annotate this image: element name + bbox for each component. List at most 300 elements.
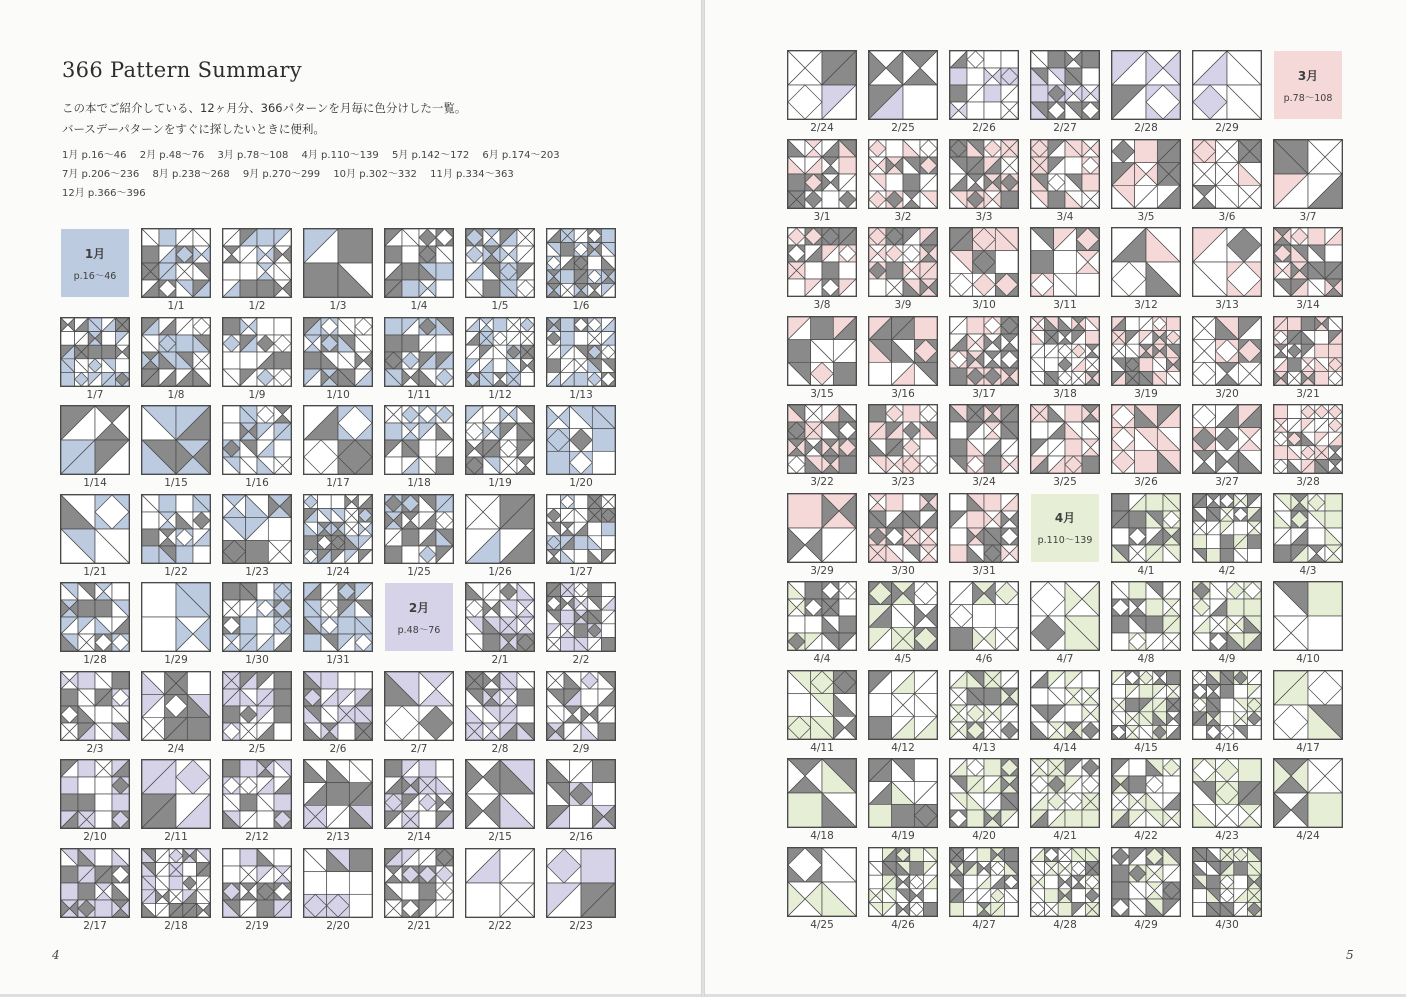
quilt-block-icon xyxy=(223,318,291,386)
quilt-block-icon xyxy=(142,672,210,740)
month-page-range: p.16～46 xyxy=(73,270,117,282)
quilt-block-icon xyxy=(788,848,856,916)
pattern-tile xyxy=(1030,847,1100,917)
pattern-date-label: 4/22 xyxy=(1134,830,1158,842)
quilt-block-icon xyxy=(788,671,856,739)
quilt-block-icon xyxy=(869,51,937,119)
quilt-block-icon xyxy=(950,848,1018,916)
pattern-tile xyxy=(1111,847,1181,917)
pattern-date-label: 2/15 xyxy=(488,831,512,843)
pattern-tile xyxy=(1111,581,1181,651)
page-range-feb: 2月 p.48～76 xyxy=(139,150,205,161)
pattern-date-label: 2/7 xyxy=(410,742,428,755)
quilt-block-icon xyxy=(142,229,210,297)
pattern-date-label: 4/2 xyxy=(1218,564,1236,577)
quilt-block-icon xyxy=(385,406,453,474)
intro-line-2: バースデーパターンをすぐに探したいときに便利。 xyxy=(62,122,325,136)
pattern-date-label: 1/2 xyxy=(248,300,266,312)
quilt-block-icon xyxy=(385,318,453,386)
pattern-date-label: 2/6 xyxy=(329,742,347,755)
pattern-date-label: 2/24 xyxy=(810,122,834,134)
pattern-tile xyxy=(868,139,938,209)
pattern-date-label: 1/9 xyxy=(248,388,266,401)
pattern-date-label: 1/3 xyxy=(329,300,347,312)
pattern-tile xyxy=(1111,758,1181,828)
quilt-block-icon xyxy=(1274,228,1342,296)
pattern-date-label: 4/4 xyxy=(813,653,831,665)
pattern-date-label: 4/25 xyxy=(810,918,834,931)
pattern-date-label: 1/20 xyxy=(569,477,593,489)
pattern-tile xyxy=(787,227,857,297)
pattern-tile xyxy=(949,139,1019,209)
pattern-date-label: 1/26 xyxy=(488,565,512,578)
month-name: 4月 xyxy=(1054,511,1076,525)
pattern-date-label: 3/5 xyxy=(1137,210,1155,223)
quilt-block-icon xyxy=(869,671,937,739)
quilt-block-icon xyxy=(950,759,1018,827)
quilt-block-icon xyxy=(1031,759,1099,827)
quilt-block-icon xyxy=(950,671,1018,739)
pattern-date-label: 3/31 xyxy=(972,564,996,577)
pattern-date-label: 3/21 xyxy=(1296,387,1320,400)
quilt-block-icon xyxy=(1112,494,1180,562)
page-range-sep: 9月 p.270～299 xyxy=(242,169,321,180)
pattern-date-label: 3/7 xyxy=(1299,210,1317,223)
quilt-block-icon xyxy=(1193,317,1261,385)
pattern-date-label: 2/21 xyxy=(407,919,431,932)
pattern-date-label: 4/13 xyxy=(972,741,996,754)
pattern-tile xyxy=(141,494,211,564)
pattern-date-label: 3/1 xyxy=(813,210,831,223)
pattern-tile xyxy=(1030,50,1100,120)
quilt-block-icon xyxy=(547,318,615,386)
quilt-block-icon xyxy=(61,849,129,917)
pattern-date-label: 3/15 xyxy=(810,387,834,400)
pattern-date-label: 4/12 xyxy=(891,741,915,754)
pattern-date-label: 1/18 xyxy=(407,477,431,489)
pattern-tile xyxy=(1192,316,1262,386)
quilt-block-icon xyxy=(869,494,937,562)
pattern-date-label: 4/26 xyxy=(891,918,915,931)
pattern-tile xyxy=(1111,670,1181,740)
pattern-date-label: 2/17 xyxy=(83,919,107,932)
pattern-date-label: 4/19 xyxy=(891,830,915,842)
page-range-nov: 11月 p.334～363 xyxy=(430,169,514,180)
quilt-block-icon xyxy=(466,849,534,917)
page-range-mar: 3月 p.78～108 xyxy=(217,150,289,161)
pattern-tile xyxy=(222,759,292,829)
pattern-tile xyxy=(1111,493,1181,563)
pattern-date-label: 3/23 xyxy=(891,476,915,488)
pattern-date-label: 3/9 xyxy=(894,299,912,311)
pattern-tile xyxy=(1030,581,1100,651)
pattern-tile xyxy=(1273,581,1343,651)
pattern-date-label: 2/26 xyxy=(972,122,996,134)
pattern-tile xyxy=(949,758,1019,828)
quilt-block-icon xyxy=(466,495,534,563)
pattern-tile xyxy=(949,227,1019,297)
pattern-date-label: 2/2 xyxy=(572,654,590,666)
quilt-block-icon xyxy=(385,229,453,297)
pattern-tile xyxy=(303,228,373,298)
pattern-tile xyxy=(141,228,211,298)
pattern-date-label: 1/19 xyxy=(488,477,512,489)
pattern-date-label: 3/13 xyxy=(1215,299,1239,311)
pattern-date-label: 2/1 xyxy=(491,654,509,666)
month-page-range: p.110～139 xyxy=(1037,535,1093,546)
quilt-block-icon xyxy=(869,140,937,208)
pattern-tile xyxy=(60,671,130,741)
pattern-date-label: 4/6 xyxy=(975,653,993,665)
page-title: 366 Pattern Summary xyxy=(62,58,302,82)
quilt-block-icon xyxy=(223,672,291,740)
quilt-block-icon xyxy=(1193,582,1261,650)
pattern-tile xyxy=(141,848,211,918)
pattern-date-label: 1/28 xyxy=(83,654,107,666)
quilt-block-icon xyxy=(385,760,453,828)
quilt-block-icon xyxy=(1274,494,1342,562)
pattern-date-label: 1/17 xyxy=(326,477,350,489)
quilt-block-icon xyxy=(547,583,615,651)
quilt-block-icon xyxy=(61,406,129,474)
quilt-block-icon xyxy=(950,51,1018,119)
quilt-block-icon xyxy=(1193,671,1261,739)
pattern-date-label: 4/16 xyxy=(1215,741,1239,754)
quilt-block-icon xyxy=(1031,582,1099,650)
pattern-tile xyxy=(1192,493,1262,563)
quilt-block-icon xyxy=(788,494,856,562)
pattern-tile xyxy=(1192,227,1262,297)
quilt-block-icon xyxy=(788,317,856,385)
pattern-date-label: 3/12 xyxy=(1134,299,1158,311)
quilt-block-icon xyxy=(788,759,856,827)
quilt-block-icon xyxy=(869,405,937,473)
pattern-date-label: 1/31 xyxy=(326,654,350,666)
quilt-block-icon xyxy=(142,849,210,917)
pattern-date-label: 4/15 xyxy=(1134,741,1158,754)
pattern-date-label: 3/10 xyxy=(972,299,996,311)
quilt-block-icon xyxy=(950,582,1018,650)
pattern-tile xyxy=(787,758,857,828)
pattern-date-label: 4/1 xyxy=(1137,564,1155,577)
pattern-date-label: 3/6 xyxy=(1218,210,1236,223)
quilt-block-icon xyxy=(1193,51,1261,119)
pattern-tile xyxy=(465,494,535,564)
quilt-block-icon xyxy=(61,318,129,386)
pattern-tile xyxy=(222,671,292,741)
pattern-tile xyxy=(303,405,373,475)
pattern-date-label: 2/3 xyxy=(86,742,104,755)
quilt-block-icon xyxy=(1112,671,1180,739)
pattern-tile xyxy=(1030,758,1100,828)
quilt-block-icon xyxy=(1112,848,1180,916)
quilt-block-icon xyxy=(1031,671,1099,739)
page-range-jul: 7月 p.206～236 xyxy=(62,169,140,180)
quilt-block-icon xyxy=(142,318,210,386)
pattern-date-label: 1/1 xyxy=(167,300,185,312)
pattern-date-label: 2/22 xyxy=(488,919,512,932)
pattern-tile xyxy=(60,582,130,652)
quilt-block-icon xyxy=(788,228,856,296)
pattern-date-label: 4/7 xyxy=(1056,653,1074,665)
pattern-tile xyxy=(1192,50,1262,120)
pattern-date-label: 3/20 xyxy=(1215,387,1239,400)
pattern-date-label: 1/27 xyxy=(569,565,593,578)
pattern-tile xyxy=(1192,581,1262,651)
quilt-block-icon xyxy=(869,759,937,827)
pattern-tile xyxy=(384,494,454,564)
pattern-date-label: 4/29 xyxy=(1134,918,1158,931)
pattern-date-label: 4/17 xyxy=(1296,741,1320,754)
pattern-date-label: 2/23 xyxy=(569,919,593,932)
quilt-block-icon xyxy=(223,849,291,917)
pattern-date-label: 2/18 xyxy=(164,919,188,932)
pattern-date-label: 4/21 xyxy=(1053,830,1077,842)
pattern-tile xyxy=(465,582,535,652)
pattern-tile xyxy=(1192,404,1262,474)
pattern-tile xyxy=(1111,316,1181,386)
pattern-tile xyxy=(1273,670,1343,740)
page-range-list xyxy=(62,146,570,203)
pattern-tile xyxy=(949,847,1019,917)
pattern-date-label: 3/11 xyxy=(1053,299,1077,311)
quilt-block-icon xyxy=(1193,228,1261,296)
quilt-block-icon xyxy=(385,672,453,740)
pattern-tile xyxy=(222,582,292,652)
quilt-block-icon xyxy=(466,406,534,474)
pattern-tile xyxy=(384,317,454,387)
quilt-block-icon xyxy=(1274,405,1342,473)
pattern-tile xyxy=(1273,758,1343,828)
pattern-date-label: 4/10 xyxy=(1296,653,1320,665)
pattern-tile xyxy=(465,759,535,829)
quilt-block-icon xyxy=(547,849,615,917)
pattern-tile xyxy=(1030,139,1100,209)
pattern-date-label: 4/28 xyxy=(1053,918,1077,931)
pattern-date-label: 3/16 xyxy=(891,387,915,400)
pattern-tile xyxy=(868,316,938,386)
pattern-tile xyxy=(787,404,857,474)
pattern-tile xyxy=(1192,139,1262,209)
pattern-tile xyxy=(384,405,454,475)
quilt-block-icon xyxy=(142,760,210,828)
month-label-3 xyxy=(1274,51,1342,119)
pattern-date-label: 2/25 xyxy=(891,122,915,134)
pattern-date-label: 3/25 xyxy=(1053,476,1077,488)
pattern-tile xyxy=(949,404,1019,474)
pattern-date-label: 1/8 xyxy=(167,388,185,401)
quilt-block-icon xyxy=(547,672,615,740)
pattern-date-label: 3/30 xyxy=(891,564,915,577)
pattern-tile xyxy=(60,405,130,475)
pattern-date-label: 4/14 xyxy=(1053,741,1077,754)
quilt-block-icon xyxy=(788,51,856,119)
pattern-date-label: 1/11 xyxy=(407,388,431,401)
quilt-block-icon xyxy=(547,760,615,828)
pattern-date-label: 1/25 xyxy=(407,565,431,578)
pattern-date-label: 4/23 xyxy=(1215,830,1239,842)
pattern-date-label: 3/22 xyxy=(810,476,834,488)
pattern-date-label: 4/9 xyxy=(1218,653,1236,665)
quilt-block-icon xyxy=(950,405,1018,473)
pattern-tile xyxy=(1192,670,1262,740)
pattern-tile xyxy=(303,494,373,564)
pattern-date-label: 3/27 xyxy=(1215,476,1239,488)
pattern-tile xyxy=(787,493,857,563)
page-range-dec: 12月 p.366～396 xyxy=(62,188,146,199)
quilt-block-icon xyxy=(223,406,291,474)
pattern-date-label: 4/18 xyxy=(810,830,834,842)
quilt-block-icon xyxy=(466,760,534,828)
quilt-block-icon xyxy=(869,582,937,650)
pattern-tile xyxy=(1273,139,1343,209)
pattern-date-label: 3/2 xyxy=(894,210,912,223)
pattern-tile xyxy=(1192,847,1262,917)
pattern-tile xyxy=(787,670,857,740)
pattern-tile xyxy=(787,50,857,120)
pattern-tile xyxy=(546,671,616,741)
month-name: 3月 xyxy=(1297,68,1319,83)
pattern-tile xyxy=(222,228,292,298)
quilt-block-icon xyxy=(547,406,615,474)
pattern-tile xyxy=(868,670,938,740)
page-range-apr: 4月 p.110～139 xyxy=(301,150,379,161)
pattern-date-label: 4/3 xyxy=(1299,564,1317,577)
quilt-block-icon xyxy=(304,229,372,297)
pattern-tile xyxy=(1030,227,1100,297)
pattern-tile xyxy=(60,759,130,829)
quilt-block-icon xyxy=(142,495,210,563)
pattern-date-label: 2/8 xyxy=(491,742,509,755)
pattern-tile xyxy=(303,317,373,387)
pattern-tile xyxy=(868,581,938,651)
pattern-date-label: 1/13 xyxy=(569,388,593,401)
quilt-block-icon xyxy=(1193,494,1261,562)
pattern-tile xyxy=(222,494,292,564)
month-name: 1月 xyxy=(84,246,106,261)
pattern-tile xyxy=(60,317,130,387)
pattern-tile xyxy=(1030,316,1100,386)
pattern-date-label: 4/27 xyxy=(972,918,996,931)
page-range-oct: 10月 p.302～332 xyxy=(333,169,417,180)
quilt-block-icon xyxy=(304,495,372,563)
pattern-tile xyxy=(868,847,938,917)
pattern-tile xyxy=(465,405,535,475)
pattern-date-label: 1/15 xyxy=(164,477,188,489)
pattern-date-label: 1/16 xyxy=(245,477,269,489)
pattern-date-label: 2/5 xyxy=(248,742,266,755)
pattern-tile xyxy=(546,228,616,298)
quilt-block-icon xyxy=(304,318,372,386)
pattern-date-label: 3/24 xyxy=(972,476,996,488)
pattern-tile xyxy=(1030,404,1100,474)
pattern-date-label: 2/12 xyxy=(245,831,269,843)
intro-line-1: この本でご紹介している、12ヶ月分、366パターンを月毎に色分けした一覧。 xyxy=(62,101,467,115)
quilt-block-icon xyxy=(142,583,210,651)
quilt-block-icon xyxy=(1112,405,1180,473)
pattern-tile xyxy=(141,405,211,475)
quilt-block-icon xyxy=(223,495,291,563)
quilt-block-icon xyxy=(869,228,937,296)
pattern-date-label: 1/6 xyxy=(572,300,590,312)
quilt-block-icon xyxy=(1112,140,1180,208)
quilt-block-icon xyxy=(466,229,534,297)
pattern-date-label: 2/28 xyxy=(1134,122,1158,134)
page-number-right: 5 xyxy=(1346,948,1354,962)
quilt-block-icon xyxy=(304,760,372,828)
month-label-4 xyxy=(1031,494,1099,562)
quilt-block-icon xyxy=(1031,848,1099,916)
quilt-block-icon xyxy=(385,495,453,563)
pattern-tile xyxy=(303,848,373,918)
pattern-date-label: 1/24 xyxy=(326,565,350,578)
quilt-block-icon xyxy=(1112,759,1180,827)
pattern-tile xyxy=(1273,316,1343,386)
pattern-tile xyxy=(868,404,938,474)
pattern-tile xyxy=(465,317,535,387)
right-page xyxy=(705,0,1406,994)
pattern-tile xyxy=(303,759,373,829)
pattern-tile xyxy=(141,317,211,387)
pattern-tile xyxy=(384,228,454,298)
pattern-date-label: 2/20 xyxy=(326,919,350,932)
pattern-date-label: 3/17 xyxy=(972,387,996,400)
month-page-range: p.48～76 xyxy=(397,624,441,636)
pattern-date-label: 3/19 xyxy=(1134,387,1158,400)
quilt-block-icon xyxy=(466,583,534,651)
pattern-date-label: 2/19 xyxy=(245,919,269,932)
pattern-tile xyxy=(949,670,1019,740)
pattern-tile xyxy=(141,759,211,829)
quilt-block-icon xyxy=(788,405,856,473)
pattern-date-label: 2/4 xyxy=(167,742,185,755)
quilt-block-icon xyxy=(1112,582,1180,650)
pattern-date-label: 2/29 xyxy=(1215,122,1239,134)
pattern-tile xyxy=(949,316,1019,386)
quilt-block-icon xyxy=(385,849,453,917)
pattern-tile xyxy=(546,317,616,387)
page-range-jun: 6月 p.174～203 xyxy=(482,150,560,161)
pattern-date-label: 3/4 xyxy=(1056,210,1074,223)
pattern-date-label: 2/27 xyxy=(1053,122,1077,134)
pattern-date-label: 4/20 xyxy=(972,830,996,842)
pattern-date-label: 4/24 xyxy=(1296,830,1320,842)
quilt-block-icon xyxy=(61,760,129,828)
pattern-tile xyxy=(546,759,616,829)
pattern-tile xyxy=(1273,493,1343,563)
pattern-tile xyxy=(949,50,1019,120)
quilt-block-icon xyxy=(950,317,1018,385)
pattern-date-label: 3/3 xyxy=(975,210,993,223)
page-number-left: 4 xyxy=(52,948,60,962)
pattern-tile xyxy=(303,582,373,652)
quilt-block-icon xyxy=(61,495,129,563)
quilt-block-icon xyxy=(1274,759,1342,827)
pattern-date-label: 3/29 xyxy=(810,564,834,577)
pattern-date-label: 2/13 xyxy=(326,831,350,843)
pattern-tile xyxy=(868,758,938,828)
quilt-block-icon xyxy=(223,583,291,651)
page-range-jan: 1月 p.16～46 xyxy=(62,150,127,161)
pattern-tile xyxy=(1273,227,1343,297)
quilt-block-icon xyxy=(1112,51,1180,119)
quilt-block-icon xyxy=(142,406,210,474)
quilt-block-icon xyxy=(1193,405,1261,473)
pattern-tile xyxy=(465,848,535,918)
quilt-block-icon xyxy=(1274,140,1342,208)
pattern-tile xyxy=(546,405,616,475)
month-label-1 xyxy=(61,229,129,297)
